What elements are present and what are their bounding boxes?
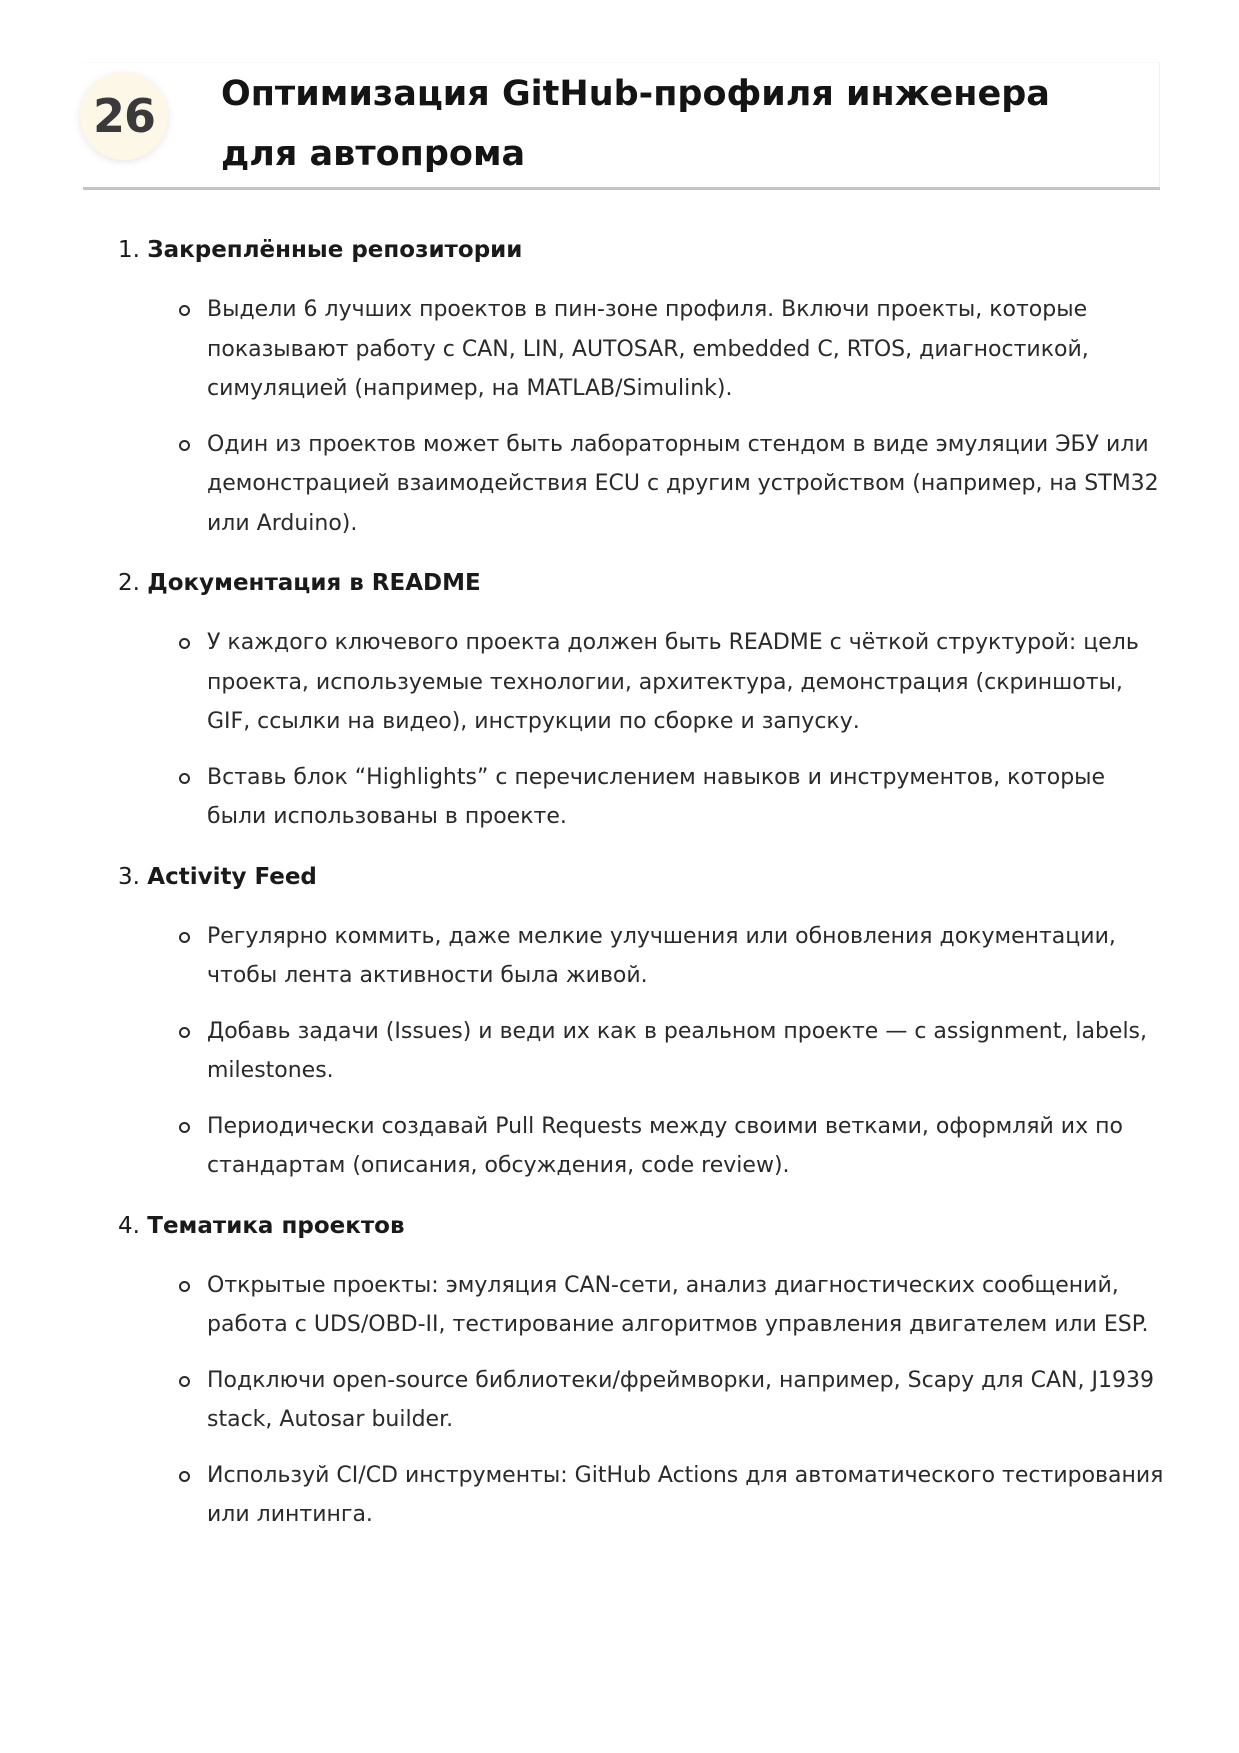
list-item (118, 290, 1167, 409)
section-pinned-repositories (118, 226, 1168, 559)
section-project-topics (118, 1202, 1168, 1535)
list-item-text: Выдели 6 лучших проектов в пин-зоне профиля. Включи проекты, которые показывают работу с CAN, LIN, AUTOSAR, embedded C, RTOS, диагностикой, симуляцией (например, на MATLAB/Simulink). (207, 297, 1089, 401)
list-item-text: Подключи open-source библиотеки/фреймворки, например, Scapy для CAN, J1939 stack, Autosar builder. (207, 1367, 1154, 1432)
page-title: Оптимизация GitHub-профиля инженера для автопрома (221, 74, 1050, 174)
hollow-circle-bullet-icon (179, 1376, 190, 1387)
list-item (118, 425, 1167, 544)
list-item-text: Используй CI/CD инструменты: GitHub Actions для автоматического тестирования или линтинга. (207, 1462, 1164, 1527)
section-heading (118, 1202, 1168, 1250)
chapter-number-badge: 26 (80, 72, 168, 160)
list-item-text: Вставь блок “Highlights” с перечислением навыков и инструментов, которые были использованы в проекте. (207, 764, 1106, 829)
hollow-circle-bullet-icon (179, 1281, 190, 1292)
list-item (118, 1107, 1167, 1186)
hollow-circle-bullet-icon (179, 305, 190, 316)
list-item (118, 1361, 1167, 1440)
hollow-circle-bullet-icon (179, 773, 190, 784)
list-item (118, 917, 1167, 996)
bullet-list (118, 290, 1168, 543)
spacer (118, 837, 1168, 853)
hollow-circle-bullet-icon (179, 932, 190, 943)
list-item (118, 758, 1167, 837)
section-heading (118, 559, 1168, 607)
section-title: Закреплённые репозитории (147, 237, 523, 263)
list-item-text: Один из проектов может быть лабораторным стендом в виде эмуляции ЭБУ или демонстрацией взаимодействия ECU с другим устройством (например, на STM32 или Arduino). (207, 431, 1159, 536)
section-title: Документация в README (147, 570, 481, 596)
spacer (118, 543, 1168, 559)
section-readme-documentation (118, 559, 1168, 853)
list-item (118, 1266, 1167, 1345)
list-item-text: Добавь задачи (Issues) и веди их как в реальном проекте — с assignment, labels, milestones. (207, 1018, 1148, 1083)
list-item (118, 623, 1167, 742)
list-item (118, 1012, 1167, 1091)
list-item-text: Регулярно коммить, даже мелкие улучшения или обновления документации, чтобы лента активности была живой. (207, 923, 1116, 988)
section-number: 3. (118, 863, 140, 890)
bullet-list (118, 623, 1168, 837)
header-divider (83, 187, 1160, 190)
list-item-text: У каждого ключевого проекта должен быть README с чёткой структурой: цель проекта, используемые технологии, архитектура, демонстрация (скриншоты, GIF, ссылки на видео), инструкции по сборке и запуску. (207, 630, 1139, 734)
list-item-text: Открытые проекты: эмуляция CAN-сети, анализ диагностических сообщений, работа с UDS/OBD-II, тестирование алгоритмов управления двигателем или ESP. (207, 1272, 1149, 1337)
list-item (118, 1456, 1167, 1535)
section-heading (118, 226, 1168, 274)
section-number: 4. (118, 1212, 140, 1239)
hollow-circle-bullet-icon (179, 638, 190, 649)
hollow-circle-bullet-icon (179, 1122, 190, 1133)
document-body (118, 226, 1168, 1535)
hollow-circle-bullet-icon (179, 1027, 190, 1038)
bullet-list (118, 917, 1168, 1186)
hollow-circle-bullet-icon (179, 1471, 190, 1482)
bullet-list (118, 1266, 1168, 1535)
section-title: Тематика проектов (147, 1212, 405, 1239)
section-heading (118, 853, 1168, 901)
list-item-text: Периодически создавай Pull Requests между своими ветками, оформляй их по стандартам (описания, обсуждения, code review). (207, 1113, 1123, 1178)
section-activity-feed (118, 853, 1168, 1202)
spacer (118, 1186, 1168, 1202)
section-number: 2. (118, 570, 140, 596)
section-title: Activity Feed (147, 863, 317, 890)
section-number: 1. (118, 237, 140, 263)
hollow-circle-bullet-icon (179, 440, 190, 451)
